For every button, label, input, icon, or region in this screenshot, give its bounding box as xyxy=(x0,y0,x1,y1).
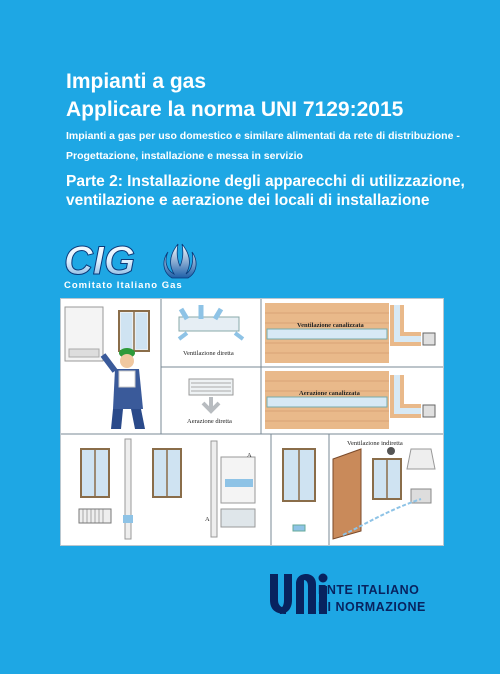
title-line-2: Applicare la norma UNI 7129:2015 xyxy=(66,98,404,121)
label-aerazione-diretta: Aerazione diretta xyxy=(187,418,232,425)
label-ventilazione-indiretta: Ventilazione indiretta xyxy=(347,440,403,447)
part-title-line-2: ventilazione e aerazione dei locali di installazione xyxy=(66,192,430,209)
flame-icon xyxy=(164,244,196,278)
ventilazione-diretta-illustration xyxy=(179,305,243,357)
boiler-installer-illustration xyxy=(65,307,149,429)
window-section-illustration xyxy=(153,441,255,537)
window-radiator-illustration xyxy=(79,439,133,539)
part-title-line-1: Parte 2: Installazione degli apparecchi di utilizzazione, xyxy=(66,173,465,190)
illustration-panel xyxy=(60,298,444,546)
cig-caption: Comitato Italiano Gas xyxy=(64,280,183,291)
ventilazione-canalizzata-illustration xyxy=(265,303,435,363)
section-mark-a-bottom: A xyxy=(205,516,210,523)
uni-line-1: ENTE ITALIANO xyxy=(318,583,420,597)
aerazione-canalizzata-illustration xyxy=(265,371,435,429)
subtitle-line-1: Impianti a gas per uso domestico e similare alimentati da rete di distribuzione - xyxy=(66,130,460,142)
label-aerazione-canalizzata: Aerazione canalizzata xyxy=(299,390,360,397)
subtitle-line-2: Progettazione, installazione e messa in servizio xyxy=(66,150,303,162)
section-mark-a-top: A xyxy=(247,452,252,459)
title-line-1: Impianti a gas xyxy=(66,70,207,93)
label-ventilazione-canalizzata: Ventilazione canalizzata xyxy=(297,322,364,329)
window-vent-illustration xyxy=(283,449,315,531)
aerazione-diretta-illustration xyxy=(187,379,233,425)
cig-letters: CIG xyxy=(64,239,136,283)
label-ventilazione-diretta: Ventilazione diretta xyxy=(183,350,234,357)
ventilazione-indiretta-illustration xyxy=(333,440,435,539)
uni-line-2: DI NORMAZIONE xyxy=(318,600,426,614)
